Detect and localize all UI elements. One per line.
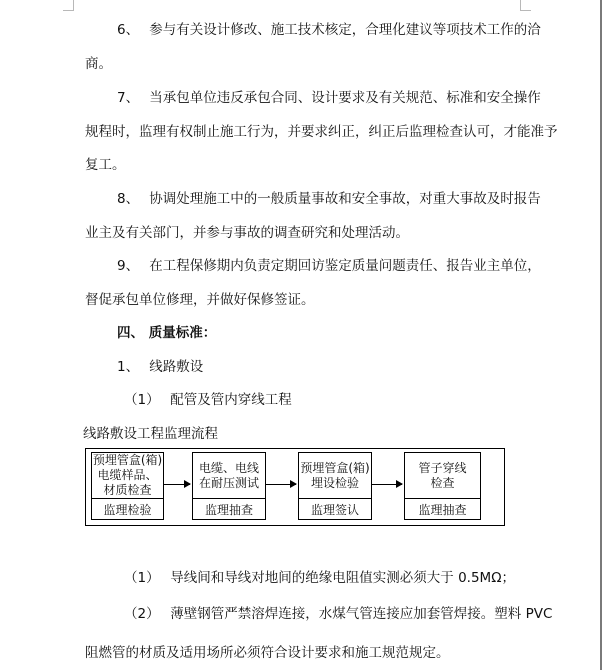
flow-box-label <box>92 453 163 499</box>
item-number: 9、 <box>117 258 140 274</box>
item-number: 8、 <box>117 191 140 207</box>
requirement-text: 薄壁钢管严禁溶焊连接，水煤气管连接应加套管焊接。塑料 PVC <box>170 606 553 622</box>
item-number: 6、 <box>117 22 140 38</box>
paragraph-6-line-1 <box>117 22 541 39</box>
paragraph-9-line-2: 督促承包单位修理，并做好保修签证。 <box>85 292 315 308</box>
paragraph-7-line-2: 规程时，监理有权制止施工行为，并要求纠正，纠正后监理检查认可，才能准予 <box>85 124 558 140</box>
flow-box-text: 电缆样品、 <box>97 468 158 482</box>
flow-arrow <box>265 484 296 485</box>
flow-box-label <box>299 453 371 499</box>
paragraph-text: 参与有关设计修改、施工技术核定，合理化建议等项技术工作的洽 <box>149 22 541 38</box>
flow-arrow <box>163 484 190 485</box>
subitem-number: （1） <box>124 392 160 408</box>
paragraph-text: 当承包单位违反承包合同、设计要求及有关规范、标准和安全操作 <box>149 90 541 106</box>
requirement-2-line-1 <box>124 606 552 623</box>
flow-box-3 <box>298 452 372 520</box>
requirement-text: 导线间和导线对地间的绝缘电阻值实测必须大于 0.5MΩ； <box>170 570 516 586</box>
flow-box-text: 预埋管盒(箱) <box>92 453 163 467</box>
paragraph-7-line-3: 复工。 <box>85 157 126 173</box>
flow-box-text: 管子穿线 <box>418 460 467 475</box>
section-number: 四、 <box>117 325 144 341</box>
subitem-text: 配管及管内穿线工程 <box>170 392 292 408</box>
section-title: 质量标准： <box>148 325 217 341</box>
item-number: 7、 <box>117 90 140 106</box>
paragraph-8-line-1 <box>117 191 541 208</box>
requirement-number: （1） <box>124 570 160 586</box>
flow-box-4 <box>404 452 481 520</box>
paragraph-text: 在工程保修期内负责定期回访鉴定质量问题责任、报告业主单位， <box>149 258 541 274</box>
flow-box-text: 埋设检验 <box>310 475 359 490</box>
flow-box-1 <box>91 452 164 520</box>
paragraph-8-line-2: 业主及有关部门，并参与事故的调查研究和处理活动。 <box>85 225 409 241</box>
requirement-number: （2） <box>124 606 160 622</box>
flow-box-text: 电缆、电线 <box>198 460 259 475</box>
requirement-1 <box>124 570 515 587</box>
flow-box-text: 在耐压测试 <box>198 475 259 490</box>
flowchart-title: 线路敷设工程监理流程 <box>83 426 218 442</box>
flow-box-label <box>193 453 265 499</box>
paragraph-7-line-1 <box>117 90 541 107</box>
flow-box-footer: 监理签认 <box>310 502 359 517</box>
flow-arrow <box>371 484 402 485</box>
paragraph-9-line-1 <box>117 258 541 275</box>
flow-box-text: 材质检查 <box>103 483 152 497</box>
flow-box-label <box>405 453 480 499</box>
margin-corner-mark <box>63 0 74 11</box>
paragraph-6-line-2: 商。 <box>85 56 112 72</box>
flow-box-text: 预埋管盒(箱) <box>300 460 370 475</box>
item-text: 线路敷设 <box>149 359 204 375</box>
section-heading <box>117 325 216 342</box>
item-1 <box>117 359 203 376</box>
subitem-1 <box>124 392 292 409</box>
flow-box-footer: 监理抽查 <box>204 502 253 517</box>
flow-box-footer: 监理抽查 <box>418 502 467 517</box>
flow-box-2 <box>192 452 266 520</box>
paragraph-text: 协调处理施工中的一般质量事故和安全事故，对重大事故及时报告 <box>149 191 541 207</box>
flow-box-footer: 监理检验 <box>103 502 152 517</box>
requirement-2-line-2: 阻燃管的材质及适用场所必须符合设计要求和施工规范规定。 <box>85 645 450 661</box>
flow-box-text: 检查 <box>430 475 455 490</box>
margin-corner-mark <box>520 0 531 11</box>
item-number: 1、 <box>117 359 140 375</box>
